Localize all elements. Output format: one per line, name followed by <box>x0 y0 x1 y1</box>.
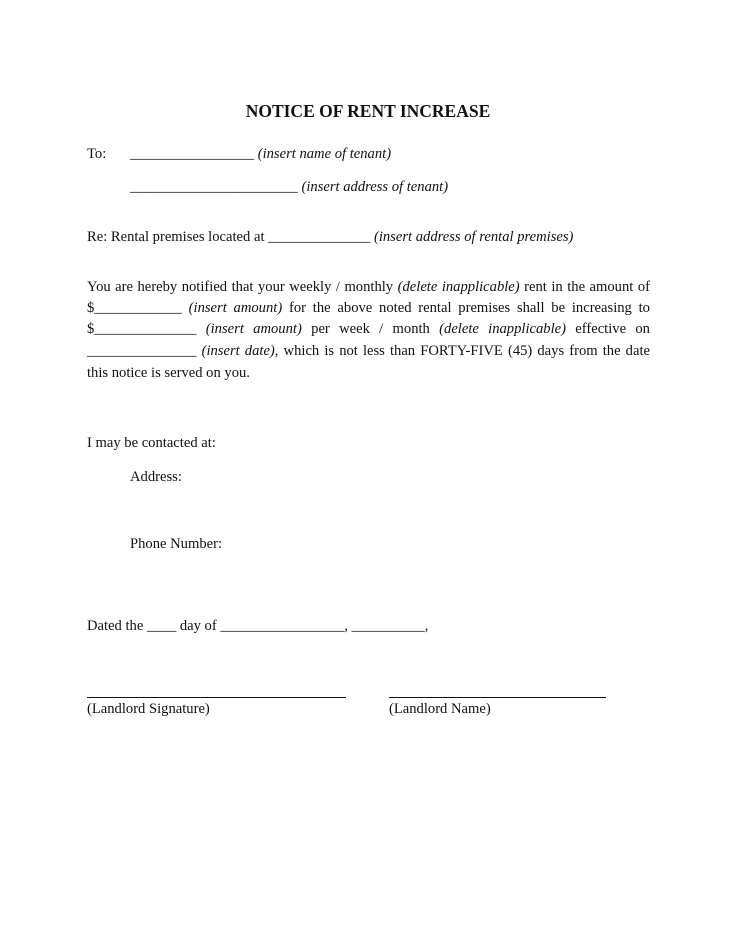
line3-amount-blank: $______________ <box>87 321 197 337</box>
re-line <box>87 230 573 245</box>
tenant-address-hint: (insert address of tenant) <box>301 179 449 195</box>
paragraph-line-1 <box>87 280 650 295</box>
line4-text: , which is not less than FORTY-FIVE (45) days from the date <box>274 343 650 359</box>
line2-hint: (insert amount) <box>188 300 283 316</box>
dated-month-blank: _________________, <box>220 618 349 634</box>
tenant-name-hint: (insert name of tenant) <box>257 146 392 162</box>
paragraph-line-5: this notice is served on you. <box>87 365 250 381</box>
paragraph-line-3 <box>87 322 650 337</box>
landlord-name-line <box>389 697 606 698</box>
re-premises-hint: (insert address of rental premises) <box>373 229 574 245</box>
paragraph-line-4 <box>87 344 650 359</box>
line2-amount-blank: $____________ <box>87 300 182 316</box>
line1-hint: (delete inapplicable) <box>397 279 520 295</box>
line3-text-period: per week / month <box>311 321 430 337</box>
paragraph-line-2 <box>87 301 650 316</box>
phone-number-label: Phone Number: <box>130 536 223 552</box>
tenant-name-blank: _________________ <box>130 146 255 162</box>
re-label: Re: Rental premises located at <box>87 229 265 245</box>
landlord-name-label: (Landlord Name) <box>389 701 491 717</box>
line3-text-effective: effective on <box>575 321 650 337</box>
tenant-address-blank: _______________________ <box>130 179 298 195</box>
dated-year-blank: __________, <box>351 618 429 634</box>
day-of-text: day of <box>179 618 217 634</box>
line4-hint: (insert date) <box>201 343 275 359</box>
dated-day-blank: ____ <box>146 618 177 634</box>
landlord-signature-line <box>87 697 346 698</box>
to-label: To: <box>87 146 107 162</box>
tenant-name-line <box>130 147 391 162</box>
address-label: Address: <box>130 469 182 485</box>
document-title: NOTICE OF RENT INCREASE <box>245 101 491 121</box>
line2-text: for the above noted rental premises shall be increasing to <box>289 300 650 316</box>
line3-hint-amount: (insert amount) <box>205 321 302 337</box>
contact-intro: I may be contacted at: <box>87 435 216 451</box>
dated-line <box>87 619 428 634</box>
tenant-address-line <box>130 180 448 195</box>
line3-hint-delete: (delete inapplicable) <box>439 321 566 337</box>
re-premises-blank: ______________ <box>268 229 371 245</box>
line1-text-b: rent in the amount of <box>524 279 650 295</box>
line1-text-a: You are hereby notified that your weekly / monthly <box>87 279 394 295</box>
dated-text: Dated the <box>87 618 144 634</box>
line4-date-blank: _______________ <box>87 343 197 359</box>
landlord-signature-label: (Landlord Signature) <box>87 701 210 717</box>
